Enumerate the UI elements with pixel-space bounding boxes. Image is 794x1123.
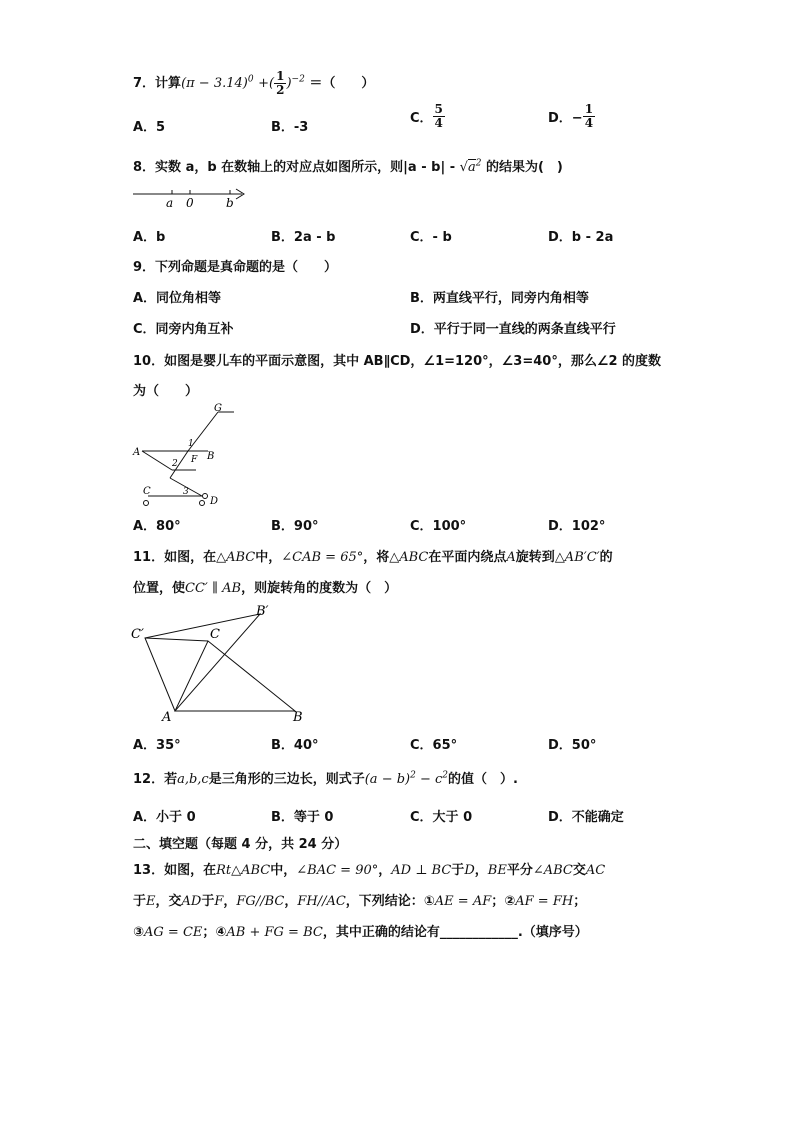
q11-option-c: C．65° [410, 738, 458, 753]
q7-stem: 7．计算$(\pi - 3.14)^0$ +( $\frac{1}{2}$ )$^{-2}$ ＝（ ） [133, 69, 375, 97]
q11-label-C: C [210, 627, 220, 642]
q8-label-0: 0 [186, 196, 194, 210]
q8-option-b: B．2a - b [271, 230, 336, 245]
q7-option-c: C． $\frac{5}{4}$ [410, 102, 443, 130]
q11-label-B-prime: B′ [256, 604, 269, 619]
q8-option-d: D．b - 2a [548, 230, 614, 245]
q10-option-a: A．80° [133, 519, 181, 534]
q10-stem-line2: 为（ ） [133, 384, 199, 399]
q9-option-a: A．同位角相等 [133, 291, 222, 306]
q13-answer-blank[interactable]: ____________ [439, 925, 518, 940]
section-title-fill-in: 二、填空题（每题 4 分，共 24 分） [133, 837, 348, 852]
q10-stem-line1: 10．如图是婴儿车的平面示意图，其中 AB∥CD，∠1=120°，∠3=40°，那么∠2 的度数 [133, 354, 662, 369]
q8-number-line [130, 185, 260, 213]
q10-option-d: D．102° [548, 519, 606, 534]
q7-option-a: A．5 [133, 120, 166, 135]
q8-label-b: b [226, 196, 234, 210]
q11-label-C-prime: C′ [131, 627, 144, 642]
q11-rotation-figure [128, 600, 318, 725]
q11-option-a: A．35° [133, 738, 181, 753]
q10-angle-1: 1 [188, 439, 194, 449]
q9-stem: 9．下列命题是真命题的是（ ） [133, 260, 338, 275]
q10-label-G: G [214, 403, 222, 414]
q10-label-C: C [143, 486, 151, 497]
q7-option-d: D．− $\frac{1}{4}$ [548, 102, 594, 130]
q10-option-b: B．90° [271, 519, 319, 534]
q8-stem: 8．实数 a，b 在数轴上的对应点如图所示，则$|a - b| - √a^2$ 的结果为( ) [133, 158, 563, 175]
q13-line1: 13．如图，在Rt△ABC中，∠BAC = 90°，AD ⊥ BC于D，BE平分∠ABC交AC [133, 863, 606, 878]
q10-label-D: D [210, 496, 219, 507]
q10-label-B: B [207, 451, 215, 462]
q11-option-d: D．50° [548, 738, 597, 753]
q12-stem: 12．若a,b,c是三角形的三边长，则式子$(a - b)^2 - c^2$的值（ ）. [133, 770, 518, 787]
q11-option-b: B．40° [271, 738, 319, 753]
q11-stem-line1: 11．如图，在△ABC中，∠CAB = 65°，将△ABC在平面内绕点A旋转到△AB′C′的 [133, 550, 613, 565]
q7-fraction: $\frac{1}{2}$ [276, 69, 285, 97]
q10-label-F: F [191, 455, 198, 465]
q11-label-B: B [293, 710, 303, 725]
q11-stem-line2: 位置，使CC′ ∥ AB，则旋转角的度数为（ ） [133, 581, 398, 596]
q10-label-A: A [133, 447, 141, 458]
q12-option-c: C．大于 0 [410, 810, 473, 825]
q12-option-d: D．不能确定 [548, 810, 624, 825]
q9-option-b: B．两直线平行，同旁内角相等 [410, 291, 589, 306]
q8-label-a: a [166, 196, 174, 210]
q10-option-c: C．100° [410, 519, 467, 534]
q10-angle-3: 3 [183, 487, 189, 497]
q13-line2: 于E，交AD于F，FG//BC，FH//AC，下列结论：①AE = AF；②AF = FH； [133, 894, 587, 909]
q12-option-a: A．小于 0 [133, 810, 196, 825]
q9-option-c: C．同旁内角互补 [133, 322, 234, 337]
q11-label-A: A [162, 710, 172, 725]
q10-angle-2: 2 [172, 459, 178, 469]
q13-line3: ③AG = CE；④AB + FG = BC，其中正确的结论有____________.（填序号） [133, 925, 588, 940]
q10-stroller-figure [130, 400, 240, 508]
q8-option-a: A．b [133, 230, 166, 245]
q8-option-c: C．- b [410, 230, 452, 245]
q7-option-b: B．-3 [271, 120, 309, 135]
q12-option-b: B．等于 0 [271, 810, 334, 825]
q9-option-d: D．平行于同一直线的两条直线平行 [410, 322, 616, 337]
